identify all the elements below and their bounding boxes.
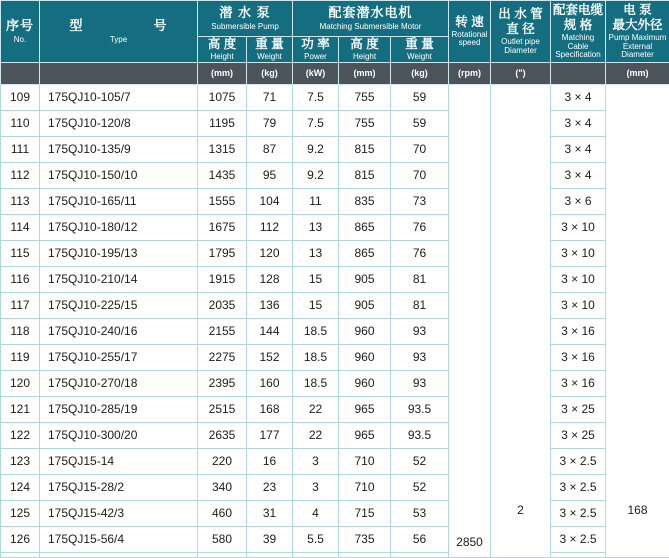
cell-pw: 23 <box>247 474 293 500</box>
cell-pow: 7.5 <box>293 110 339 136</box>
cell-mw: 52 <box>391 448 449 474</box>
units-row <box>1 62 669 84</box>
cell-mh: 710 <box>339 474 391 500</box>
cell-mh: 715 <box>339 500 391 526</box>
motor-height-zh: 高 度 <box>339 37 390 52</box>
cell-type: 175QJ10-135/9 <box>40 136 198 162</box>
table-row <box>1 110 669 136</box>
table-row <box>1 214 669 240</box>
cell-ph: 580 <box>198 526 247 552</box>
cell-type: 175QJ10-270/18 <box>40 370 198 396</box>
header-outlet-en: Outlet pipe Diameter <box>491 37 550 56</box>
cell-ph: 1435 <box>198 162 247 188</box>
header-motor-weight <box>391 37 449 63</box>
header-speed-en: Rotational speed <box>449 30 490 49</box>
cell-no: 123 <box>1 448 40 474</box>
cell-pw: 95 <box>247 162 293 188</box>
cell-pw: 136 <box>247 292 293 318</box>
cell-no: 122 <box>1 422 40 448</box>
header-outlet-zh1: 出 水 管 <box>491 7 550 22</box>
header-speed <box>449 1 491 63</box>
unit-motor-weight: (kg) <box>391 62 449 84</box>
table-row <box>1 526 669 552</box>
pump-height-en: Height <box>198 52 246 62</box>
partial-row <box>1 552 669 557</box>
cell-pw: 39 <box>247 526 293 552</box>
cell-cable: 3 × 4 <box>551 110 606 136</box>
header-cable-en: Matching Cable Specification <box>551 33 605 60</box>
cell-cable: 3 × 4 <box>551 162 606 188</box>
cell-mh: 815 <box>339 136 391 162</box>
cell-ph: 2515 <box>198 396 247 422</box>
cell-ph: 2155 <box>198 318 247 344</box>
cell-mw: 81 <box>391 292 449 318</box>
cell-no: 113 <box>1 188 40 214</box>
header-motor-group-zh: 配套潜水电机 <box>293 5 448 21</box>
pump-weight-en: Weight <box>247 52 292 62</box>
header-no-zh: 序号 <box>1 18 39 34</box>
header-motor-group <box>293 1 449 37</box>
unit-type <box>40 62 198 84</box>
table-row <box>1 188 669 214</box>
cell-pw: 128 <box>247 266 293 292</box>
cell-type: 175QJ15-28/2 <box>40 474 198 500</box>
partial-cell <box>1 552 40 557</box>
cell-pw: 71 <box>247 84 293 110</box>
cell-no: 110 <box>1 110 40 136</box>
table-row <box>1 84 669 110</box>
power-en: Power <box>293 52 338 62</box>
cell-pow: 13 <box>293 214 339 240</box>
unit-motor-height: (mm) <box>339 62 391 84</box>
header-motor-height <box>339 37 391 63</box>
cell-mw: 53 <box>391 500 449 526</box>
cell-pw: 31 <box>247 500 293 526</box>
cell-no: 112 <box>1 162 40 188</box>
cell-type: 175QJ10-240/16 <box>40 318 198 344</box>
cell-mw: 81 <box>391 266 449 292</box>
cell-no: 117 <box>1 292 40 318</box>
cell-pow: 11 <box>293 188 339 214</box>
cell-mw: 73 <box>391 188 449 214</box>
merged-speed-cell: 2850 <box>449 84 491 557</box>
cell-cable: 3 × 2.5 <box>551 500 606 526</box>
table-row <box>1 266 669 292</box>
header-type <box>40 1 198 63</box>
cell-cable: 3 × 4 <box>551 136 606 162</box>
cell-mh: 735 <box>339 526 391 552</box>
partial-cell <box>198 552 247 557</box>
header-pump-group-zh: 潜 水 泵 <box>198 5 292 21</box>
cell-mh: 905 <box>339 266 391 292</box>
cell-mh: 965 <box>339 396 391 422</box>
cell-pow: 7.5 <box>293 84 339 110</box>
cell-mw: 93.5 <box>391 396 449 422</box>
header-no <box>1 1 40 63</box>
cell-cable: 3 × 16 <box>551 344 606 370</box>
cell-mw: 76 <box>391 240 449 266</box>
cell-pw: 144 <box>247 318 293 344</box>
cell-pw: 87 <box>247 136 293 162</box>
header-pump-group <box>198 1 293 37</box>
cell-no: 125 <box>1 500 40 526</box>
partial-cell <box>339 552 391 557</box>
cell-no: 126 <box>1 526 40 552</box>
cell-cable: 3 × 10 <box>551 266 606 292</box>
cell-mw: 70 <box>391 136 449 162</box>
cell-mw: 56 <box>391 526 449 552</box>
cell-pow: 18.5 <box>293 318 339 344</box>
cell-no: 120 <box>1 370 40 396</box>
cell-pw: 160 <box>247 370 293 396</box>
cell-mh: 960 <box>339 370 391 396</box>
table-header <box>1 1 669 85</box>
cell-ph: 1315 <box>198 136 247 162</box>
header-motor-group-en: Matching Submersible Motor <box>293 22 448 32</box>
cell-mw: 93.5 <box>391 422 449 448</box>
cell-ph: 2035 <box>198 292 247 318</box>
cell-type: 175QJ10-255/17 <box>40 344 198 370</box>
pump-weight-zh: 重 量 <box>247 37 292 52</box>
cell-no: 109 <box>1 84 40 110</box>
cell-mw: 70 <box>391 162 449 188</box>
cell-mh: 905 <box>339 292 391 318</box>
table-body <box>1 84 669 557</box>
cell-type: 175QJ10-300/20 <box>40 422 198 448</box>
cell-pw: 120 <box>247 240 293 266</box>
cell-pw: 168 <box>247 396 293 422</box>
cell-type: 175QJ10-225/15 <box>40 292 198 318</box>
partial-cell <box>247 552 293 557</box>
cell-no: 114 <box>1 214 40 240</box>
cell-mh: 835 <box>339 188 391 214</box>
cell-pow: 15 <box>293 266 339 292</box>
header-type-zh: 型 号 <box>40 18 197 34</box>
cell-cable: 3 × 10 <box>551 240 606 266</box>
partial-cell <box>293 552 339 557</box>
header-row-groups <box>1 1 669 37</box>
header-outlet-zh2: 直 径 <box>491 22 550 37</box>
cell-ph: 2635 <box>198 422 247 448</box>
cell-cable: 3 × 16 <box>551 370 606 396</box>
cell-cable: 3 × 2.5 <box>551 448 606 474</box>
cell-cable: 3 × 10 <box>551 292 606 318</box>
cell-mh: 865 <box>339 240 391 266</box>
cell-cable: 3 × 10 <box>551 214 606 240</box>
cell-ph: 2395 <box>198 370 247 396</box>
cell-no: 118 <box>1 318 40 344</box>
cell-pw: 112 <box>247 214 293 240</box>
cell-no: 111 <box>1 136 40 162</box>
unit-pump-height: (mm) <box>198 62 247 84</box>
motor-height-en: Height <box>339 52 390 62</box>
table-row <box>1 422 669 448</box>
header-speed-zh: 转 速 <box>449 15 490 30</box>
cell-pw: 16 <box>247 448 293 474</box>
unit-diameter: (mm) <box>606 62 669 84</box>
table-row <box>1 344 669 370</box>
cell-mh: 960 <box>339 318 391 344</box>
cell-type: 175QJ10-195/13 <box>40 240 198 266</box>
cell-no: 119 <box>1 344 40 370</box>
cell-mw: 59 <box>391 84 449 110</box>
header-diameter-zh2: 最大外径 <box>606 18 669 33</box>
partial-cell <box>391 552 449 557</box>
unit-outlet: (") <box>491 62 551 84</box>
cell-pw: 152 <box>247 344 293 370</box>
cell-cable: 3 × 6 <box>551 188 606 214</box>
cell-pow: 18.5 <box>293 344 339 370</box>
power-zh: 功 率 <box>293 37 338 52</box>
cell-cable: 3 × 4 <box>551 84 606 110</box>
header-diameter <box>606 1 669 63</box>
cell-type: 175QJ10-150/10 <box>40 162 198 188</box>
cell-pw: 177 <box>247 422 293 448</box>
cell-pw: 79 <box>247 110 293 136</box>
cell-type: 175QJ10-120/8 <box>40 110 198 136</box>
unit-no <box>1 62 40 84</box>
partial-cell <box>551 552 606 557</box>
cell-mw: 52 <box>391 474 449 500</box>
cell-type: 175QJ10-165/11 <box>40 188 198 214</box>
cell-mh: 815 <box>339 162 391 188</box>
cell-cable: 3 × 25 <box>551 422 606 448</box>
header-power <box>293 37 339 63</box>
table-row <box>1 162 669 188</box>
cell-mh: 755 <box>339 84 391 110</box>
cell-ph: 1915 <box>198 266 247 292</box>
header-pump-weight <box>247 37 293 63</box>
cell-no: 116 <box>1 266 40 292</box>
header-cable <box>551 1 606 63</box>
cell-mw: 59 <box>391 110 449 136</box>
table-row <box>1 396 669 422</box>
partial-cell <box>40 552 198 557</box>
table-row <box>1 136 669 162</box>
header-no-en: No. <box>1 35 39 45</box>
cell-pow: 5.5 <box>293 526 339 552</box>
motor-weight-zh: 重 量 <box>391 37 448 52</box>
unit-pump-weight: (kg) <box>247 62 293 84</box>
cell-pow: 15 <box>293 292 339 318</box>
table-row <box>1 474 669 500</box>
cell-cable: 3 × 25 <box>551 396 606 422</box>
header-type-en: Type <box>40 35 197 45</box>
cell-type: 175QJ10-285/19 <box>40 396 198 422</box>
cell-pow: 4 <box>293 500 339 526</box>
header-outlet <box>491 1 551 63</box>
cell-ph: 460 <box>198 500 247 526</box>
cell-ph: 1195 <box>198 110 247 136</box>
cell-pow: 9.2 <box>293 136 339 162</box>
table-row <box>1 500 669 526</box>
header-diameter-en: Pump Maximum External Diameter <box>606 33 669 60</box>
header-pump-height <box>198 37 247 63</box>
unit-speed: (rpm) <box>449 62 491 84</box>
cell-ph: 220 <box>198 448 247 474</box>
cell-type: 175QJ10-180/12 <box>40 214 198 240</box>
cell-mw: 93 <box>391 318 449 344</box>
cell-mh: 710 <box>339 448 391 474</box>
cell-no: 124 <box>1 474 40 500</box>
cell-mh: 965 <box>339 422 391 448</box>
cell-pow: 22 <box>293 422 339 448</box>
cell-ph: 1795 <box>198 240 247 266</box>
merged-diameter-cell: 168 <box>606 84 669 557</box>
table-row <box>1 448 669 474</box>
unit-cable <box>551 62 606 84</box>
motor-weight-en: Weight <box>391 52 448 62</box>
cell-pw: 104 <box>247 188 293 214</box>
header-cable-zh2: 规 格 <box>551 18 605 33</box>
cell-type: 175QJ15-56/4 <box>40 526 198 552</box>
table-row <box>1 370 669 396</box>
cell-ph: 1075 <box>198 84 247 110</box>
cell-mh: 865 <box>339 214 391 240</box>
cell-pow: 3 <box>293 474 339 500</box>
cell-pow: 18.5 <box>293 370 339 396</box>
cell-ph: 1675 <box>198 214 247 240</box>
unit-power: (kW) <box>293 62 339 84</box>
cell-mh: 755 <box>339 110 391 136</box>
cell-ph: 340 <box>198 474 247 500</box>
cell-mw: 76 <box>391 214 449 240</box>
header-diameter-zh1: 电 泵 <box>606 3 669 18</box>
cell-mw: 93 <box>391 344 449 370</box>
cell-type: 175QJ10-105/7 <box>40 84 198 110</box>
cell-no: 121 <box>1 396 40 422</box>
cell-cable: 3 × 2.5 <box>551 526 606 552</box>
cell-type: 175QJ10-210/14 <box>40 266 198 292</box>
cell-cable: 3 × 16 <box>551 318 606 344</box>
cell-ph: 2275 <box>198 344 247 370</box>
cell-cable: 3 × 2.5 <box>551 474 606 500</box>
cell-type: 175QJ15-14 <box>40 448 198 474</box>
table-row <box>1 318 669 344</box>
cell-pow: 13 <box>293 240 339 266</box>
cell-pow: 9.2 <box>293 162 339 188</box>
merged-outlet-cell: 2 <box>491 84 551 557</box>
header-cable-zh1: 配套电缆 <box>551 3 605 18</box>
header-pump-group-en: Submersible Pump <box>198 22 292 32</box>
cell-mh: 960 <box>339 344 391 370</box>
cell-type: 175QJ15-42/3 <box>40 500 198 526</box>
cell-mw: 93 <box>391 370 449 396</box>
cell-no: 115 <box>1 240 40 266</box>
table-row <box>1 240 669 266</box>
cell-ph: 1555 <box>198 188 247 214</box>
cell-pow: 3 <box>293 448 339 474</box>
table-row <box>1 292 669 318</box>
pump-height-zh: 高 度 <box>198 37 246 52</box>
cell-pow: 22 <box>293 396 339 422</box>
